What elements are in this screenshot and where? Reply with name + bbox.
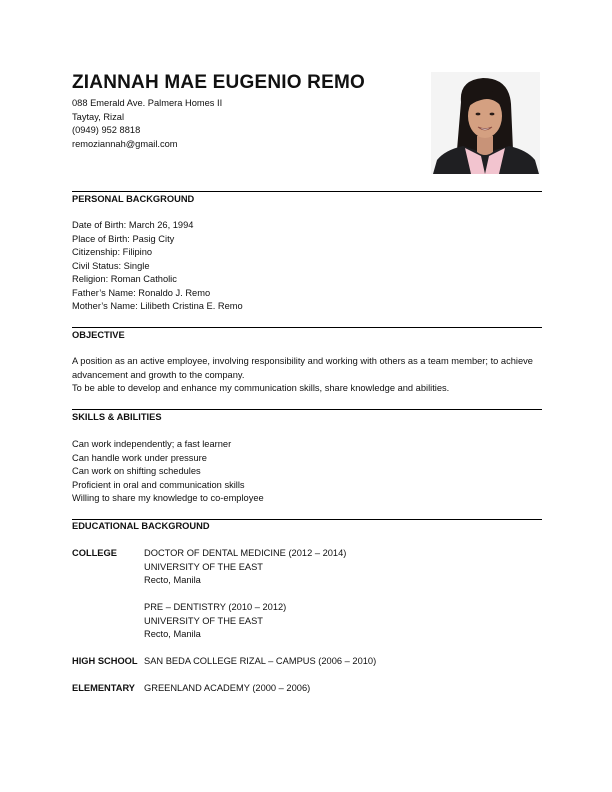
objective-heading: OBJECTIVE: [72, 330, 125, 340]
location: Recto, Manila: [144, 629, 201, 639]
portrait-illustration: [431, 72, 540, 174]
school: UNIVERSITY OF THE EAST: [144, 561, 263, 572]
degree: PRE – DENTISTRY (2010 – 2012): [144, 602, 287, 612]
skills-list: [72, 438, 542, 506]
elementary-label: ELEMENTARY: [72, 683, 136, 693]
skill-item: Can handle work under pressure: [72, 452, 207, 463]
education-heading: EDUCATIONAL BACKGROUND: [72, 521, 210, 531]
profile-photo: [431, 72, 540, 174]
section-divider: [72, 191, 542, 192]
section-divider: [72, 327, 542, 328]
skill-item: Can work independently; a fast learner: [72, 439, 232, 449]
phone-number: (0949) 952 8818: [72, 125, 141, 135]
email-address: remoziannah@gmail.com: [72, 138, 178, 149]
skill-item: Proficient in oral and communication skills: [72, 479, 245, 490]
degree: DOCTOR OF DENTAL MEDICINE (2012 – 2014): [144, 548, 347, 558]
school: GREENLAND ACADEMY (2000 – 2006): [144, 683, 311, 693]
high-school-label: HIGH SCHOOL: [72, 656, 138, 666]
religion: Religion: Roman Catholic: [72, 274, 177, 284]
place-of-birth: Place of Birth: Pasig City: [72, 233, 175, 244]
personal-background-heading: PERSONAL BACKGROUND: [72, 194, 195, 204]
mothers-name: Mother’s Name: Lilibeth Cristina E. Remo: [72, 301, 243, 311]
date-of-birth: Date of Birth: March 26, 1994: [72, 220, 194, 230]
high-school-entry: [144, 655, 376, 669]
objective-paragraph-2: To be able to develop and enhance my communication skills, share knowledge and abilities.: [72, 383, 450, 393]
school: SAN BEDA COLLEGE RIZAL – CAMPUS (2006 – 2010): [144, 656, 377, 666]
section-divider: [72, 519, 542, 520]
fathers-name: Father’s Name: Ronaldo J. Remo: [72, 287, 211, 298]
college-entry-1: [144, 547, 346, 588]
address-line-1: 088 Emerald Ave. Palmera Homes II: [72, 98, 223, 108]
objective-paragraph-1: A position as an active employee, involving responsibility and working with others as a team member; to achieve advancement and growth to the company.: [72, 356, 533, 380]
location: Recto, Manila: [144, 575, 201, 585]
elementary-entry: [144, 682, 310, 696]
citizenship: Citizenship: Filipino: [72, 247, 153, 257]
college-entry-2: [144, 601, 286, 642]
section-divider: [72, 409, 542, 410]
contact-block: [72, 97, 222, 151]
skill-item: Willing to share my knowledge to co-employee: [72, 493, 264, 503]
personal-background-list: [72, 219, 542, 314]
skill-item: Can work on shifting schedules: [72, 466, 201, 476]
school: UNIVERSITY OF THE EAST: [144, 615, 263, 626]
applicant-name: ZIANNAH MAE EUGENIO REMO: [72, 72, 365, 93]
civil-status: Civil Status: Single: [72, 260, 150, 271]
skills-heading: SKILLS & ABILITIES: [72, 412, 162, 422]
objective-text: [72, 355, 542, 396]
college-label: COLLEGE: [72, 548, 117, 558]
address-line-2: Taytay, Rizal: [72, 111, 125, 122]
